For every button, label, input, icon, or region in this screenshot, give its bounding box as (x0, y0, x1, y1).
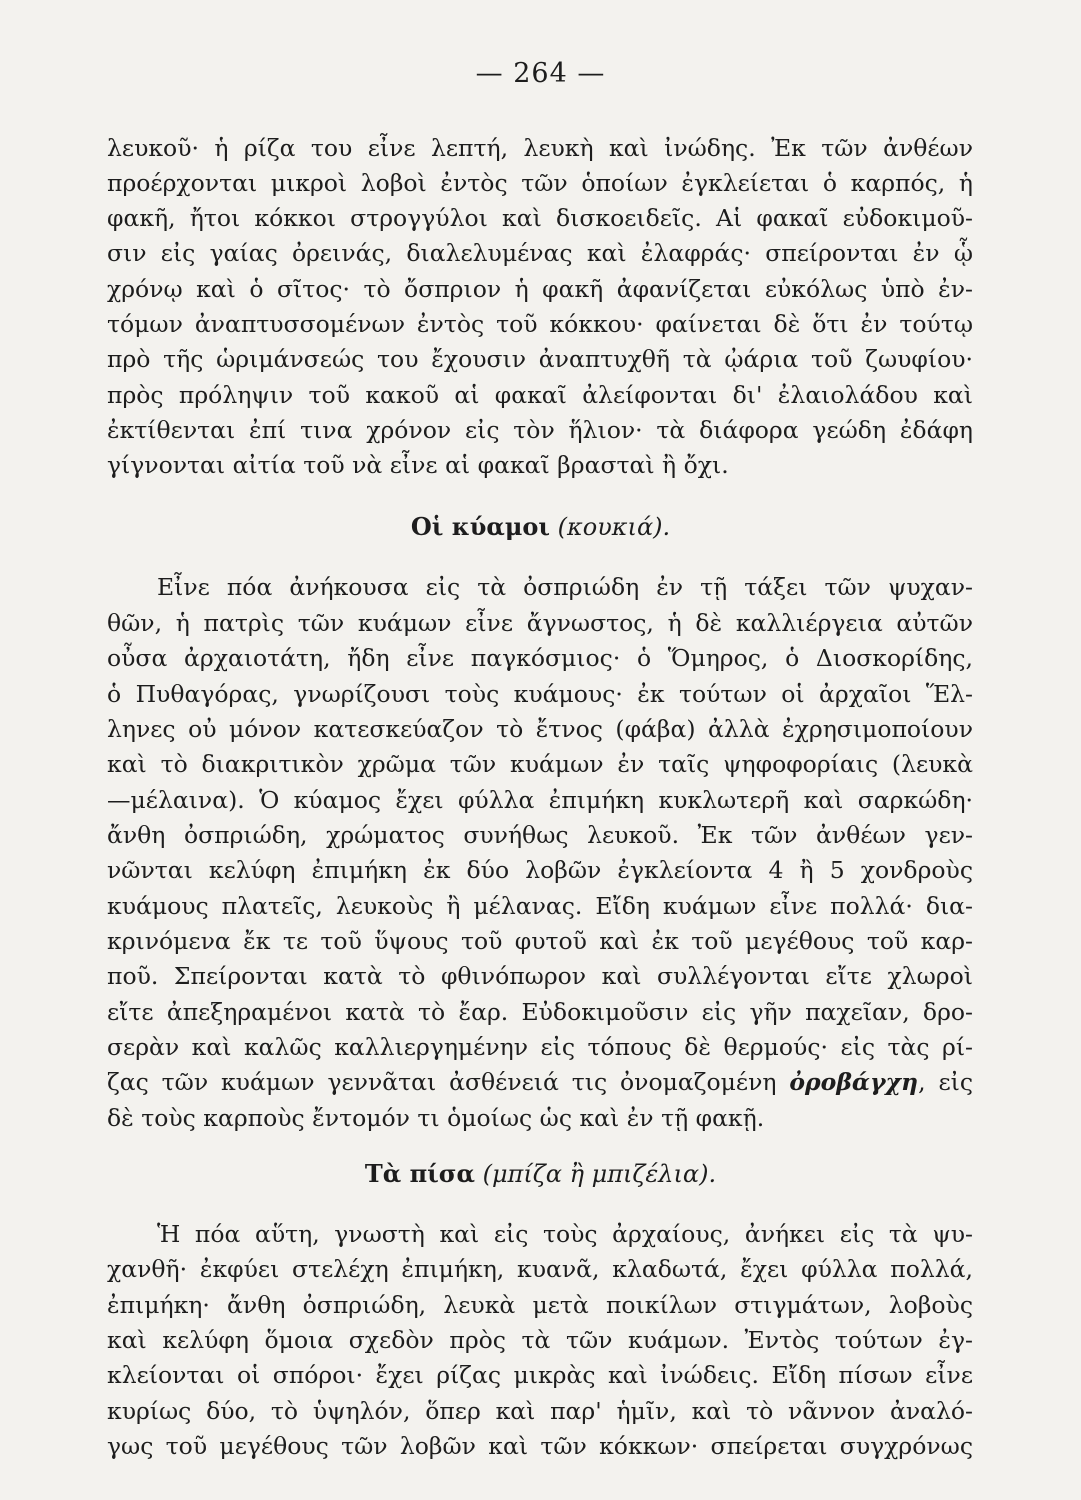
heading-title: Τὰ πίσα (364, 1159, 475, 1188)
text-line: πρὸς πρόληψιν τοῦ κακοῦ αἱ φακαῖ ἀλείφονται δι' ἐλαιολάδου καὶ (107, 381, 973, 409)
text-line: χανθῆ· ἐκφύει στελέχη ἐπιμήκη, κυανᾶ, κλαδωτά, ἔχει φύλλα πολλά, (107, 1255, 973, 1283)
text-line: σιν εἰς γαίας ὀρεινάς, διαλελυμένας καὶ ἐλαφράς· σπείρονται ἐν ᾧ (107, 239, 973, 267)
text-line: κυάμους πλατεῖς, λευκοὺς ἢ μέλανας. Εἴδη κυάμων εἶνε πολλά· δια- (107, 892, 973, 920)
text-line: πρὸ τῆς ὡριμάνσεώς του ἔχουσιν ἀναπτυχθῆ τὰ ᾠάρια τοῦ ζωυφίου· (107, 345, 973, 373)
text-line: σερὰν καὶ καλῶς καλλιεργημένην εἰς τόπους δὲ θερμούς· εἰς τὰς ρί- (107, 1033, 973, 1061)
text-line: ληνες οὐ μόνον κατεσκεύαζον τὸ ἔτνος (φάβα) ἀλλὰ ἐχρησιμοποίουν (107, 715, 973, 743)
section-heading-peas (0, 1156, 1081, 1192)
text-line: γίγνονται αἰτία τοῦ νὰ εἶνε αἱ φακαῖ βρασταὶ ἢ ὄχι. (107, 451, 729, 479)
text-line: ἐπιμήκη· ἄνθη ὀσπριώδη, λευκὰ μετὰ ποικίλων στιγμάτων, λοβοὺς (107, 1291, 973, 1319)
text-line (107, 1065, 973, 1099)
text-line: χρόνῳ καὶ ὁ σῖτος· τὸ ὄσπριον ἡ φακῆ ἀφανίζεται εὐκόλως ὑπὸ ἐν- (107, 275, 973, 303)
text-line: κυρίως δύο, τὸ ὑψηλόν, ὅπερ καὶ παρ' ἡμῖν, καὶ τὸ νᾶννον ἀναλό- (107, 1397, 973, 1425)
text-line: εἴτε ἀπεξηραμένοι κατὰ τὸ ἔαρ. Εὐδοκιμοῦσιν εἰς γῆν παχεῖαν, δρο- (107, 998, 973, 1026)
page-number: — 264 — (475, 58, 606, 89)
text-line: ὁ Πυθαγόρας, γνωρίζουσι τοὺς κυάμους· ἐκ τούτων οἱ ἀρχαῖοι Ἕλ- (107, 680, 973, 708)
text-line: ποῦ. Σπείρονται κατὰ τὸ φθινόπωρον καὶ συλλέγονται εἴτε χλωροὶ (107, 962, 973, 990)
text-span: ζας τῶν κυάμων γεννᾶται ἀσθένειά τις ὀνομαζομένη (107, 1068, 790, 1096)
text-line: ἐκτίθενται ἐπί τινα χρόνον εἰς τὸν ἥλιον· τὰ διάφορα γεώδη ἐδάφη (107, 416, 973, 444)
emphasized-term: ὀροβάγχη (789, 1068, 919, 1096)
text-line: προέρχονται μικροὶ λοβοὶ ἐντὸς τῶν ὁποίων ἐγκλείεται ὁ καρπός, ἡ (107, 169, 973, 197)
text-line: ἄνθη ὀσπριώδη, χρώματος συνήθως λευκοῦ. Ἐκ τῶν ἀνθέων γεν- (107, 821, 973, 849)
text-line: τόμων ἀναπτυσσομένων ἐντὸς τοῦ κόκκου· φαίνεται δὲ ὅτι ἐν τούτῳ (107, 310, 973, 338)
text-line: δὲ τοὺς καρποὺς ἔντομόν τι ὁμοίως ὡς καὶ ἐν τῇ φακῇ. (107, 1104, 765, 1132)
text-line: κρινόμενα ἔκ τε τοῦ ὕψους τοῦ φυτοῦ καὶ ἐκ τοῦ μεγέθους τοῦ καρ- (107, 927, 973, 955)
text-line: οὖσα ἀρχαιοτάτη, ἤδη εἶνε παγκόσμιος· ὁ Ὅμηρος, ὁ Διοσκορίδης, (107, 644, 973, 672)
heading-subtitle: (κουκιά). (557, 513, 671, 541)
text-line: Εἶνε πόα ἀνήκουσα εἰς τὰ ὀσπριώδη ἐν τῇ τάξει τῶν ψυχαν- (157, 573, 973, 601)
text-line: κλείονται οἱ σπόροι· ἔχει ρίζας μικρὰς καὶ ἰνώδεις. Εἴδη πίσων εἶνε (107, 1361, 973, 1389)
text-span: , εἰς (918, 1068, 973, 1096)
text-line: καὶ τὸ διακριτικὸν χρῶμα τῶν κυάμων ἐν ταῖς ψηφοφορίαις (λευκὰ (107, 750, 973, 778)
heading-subtitle: (μπίζα ἢ μπιζέλια). (482, 1160, 717, 1188)
text-line: —μέλαινα). Ὁ κύαμος ἔχει φύλλα ἐπιμήκη κυκλωτερῆ καὶ σαρκώδη· (107, 786, 973, 814)
text-line: Ἡ πόα αὕτη, γνωστὴ καὶ εἰς τοὺς ἀρχαίους, ἀνήκει εἰς τὰ ψυ- (157, 1220, 973, 1248)
text-line: φακῆ, ἤτοι κόκκοι στρογγύλοι καὶ δισκοειδεῖς. Αἱ φακαῖ εὐδοκιμοῦ- (107, 204, 973, 232)
text-line: γως τοῦ μεγέθους τῶν λοβῶν καὶ τῶν κόκκων· σπείρεται συγχρόνως (107, 1432, 973, 1460)
section-heading-beans (0, 509, 1081, 545)
heading-title: Οἱ κύαμοι (410, 512, 551, 541)
text-line: θῶν, ἡ πατρὶς τῶν κυάμων εἶνε ἄγνωστος, ἡ δὲ καλλιέργεια αὐτῶν (107, 609, 973, 637)
text-line: λευκοῦ· ἡ ρίζα του εἶνε λεπτή, λευκὴ καὶ ἰνώδης. Ἐκ τῶν ἀνθέων (107, 134, 973, 162)
text-line: καὶ κελύφη ὅμοια σχεδὸν πρὸς τὰ τῶν κυάμων. Ἐντὸς τούτων ἐγ- (107, 1326, 973, 1354)
text-line: νῶνται κελύφη ἐπιμήκη ἐκ δύο λοβῶν ἐγκλείοντα 4 ἢ 5 χονδροὺς (107, 856, 973, 884)
